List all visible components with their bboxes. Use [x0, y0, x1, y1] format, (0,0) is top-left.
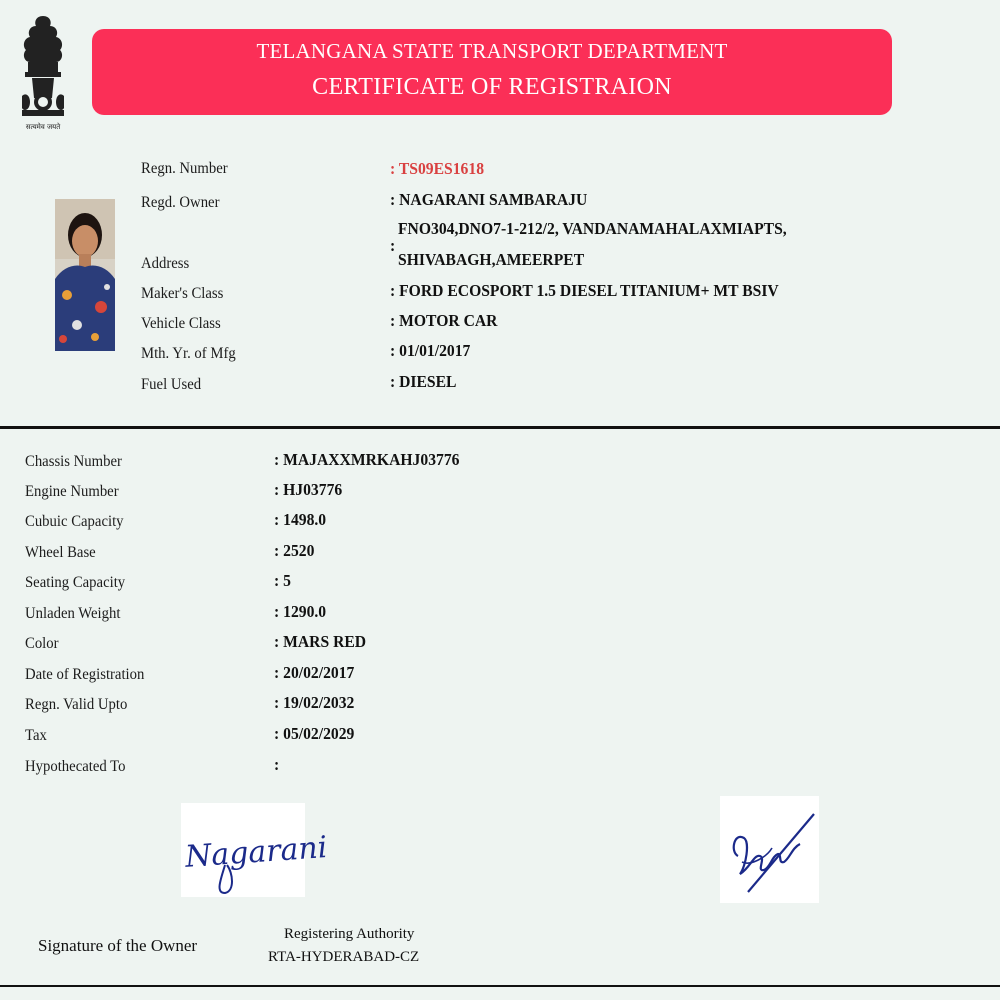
detail-value: : 2520	[274, 541, 315, 560]
owner-signature-caption: Signature of the Owner	[38, 936, 198, 955]
owner-label: Regd. Owner	[141, 194, 220, 211]
mfg-value: : 01/01/2017	[390, 341, 471, 360]
certificate-title: CERTIFICATE OF REGISTRAION	[312, 74, 672, 100]
vehicle-class-value: : MOTOR CAR	[390, 311, 498, 330]
fuel-label: Fuel Used	[141, 376, 202, 393]
bottom-divider	[0, 985, 1000, 987]
owner-signature-image	[181, 803, 329, 897]
mfg-label: Mth. Yr. of Mfg	[141, 345, 236, 362]
rta-office: RTA-HYDERABAD-CZ	[268, 949, 420, 965]
vehicle-class-label: Vehicle Class	[141, 315, 221, 332]
detail-value: : 1290.0	[274, 602, 327, 621]
detail-value: : 20/02/2017	[274, 663, 355, 682]
authority-signature-image	[720, 796, 819, 903]
detail-label: Cubuic Capacity	[25, 513, 124, 530]
detail-value: :	[274, 755, 280, 774]
regn-number-value: : TS09ES1618	[390, 159, 485, 178]
authority-signature	[720, 796, 819, 903]
makers-class-label: Maker's Class	[141, 285, 224, 302]
header-banner	[92, 29, 892, 115]
detail-label: Unladen Weight	[25, 605, 121, 622]
detail-label: Tax	[25, 727, 47, 744]
detail-label: Seating Capacity	[25, 574, 126, 591]
detail-label: Engine Number	[25, 483, 119, 500]
detail-label: Regn. Valid Upto	[25, 696, 128, 713]
detail-value: : 05/02/2029	[274, 724, 355, 743]
detail-label: Date of Registration	[25, 666, 145, 683]
detail-label: Color	[25, 635, 59, 652]
address-line-2: SHIVABAGH,AMEERPET	[398, 250, 585, 269]
detail-value: : MARS RED	[274, 632, 367, 651]
detail-value: : 19/02/2032	[274, 693, 355, 712]
national-emblem-icon	[14, 12, 72, 134]
svg-text:Nagarani: Nagarani	[183, 830, 329, 875]
detail-label: Hypothecated To	[25, 758, 126, 775]
fuel-value: : DIESEL	[390, 372, 457, 391]
department-name: TELANGANA STATE TRANSPORT DEPARTMENT	[256, 39, 728, 63]
owner-photo	[55, 199, 115, 351]
regn-number-label: Regn. Number	[141, 160, 228, 177]
detail-value: : MAJAXXMRKAHJ03776	[274, 450, 460, 469]
registering-authority-caption: Registering Authority	[284, 926, 415, 942]
detail-value: : 5	[274, 571, 291, 590]
makers-class-value: : FORD ECOSPORT 1.5 DIESEL TITANIUM+ MT BSIV	[390, 281, 779, 300]
owner-value: : NAGARANI SAMBARAJU	[390, 190, 588, 209]
section-divider	[0, 426, 1000, 429]
address-colon: :	[390, 236, 396, 255]
emblem-motto: सत्यमेव जयते	[25, 123, 61, 131]
detail-label: Wheel Base	[25, 544, 96, 561]
address-line-1: FNO304,DNO7-1-212/2, VANDANAMAHALAXMIAPTS,	[398, 219, 787, 238]
detail-value: : HJ03776	[274, 480, 343, 499]
owner-signature	[181, 803, 329, 897]
address-label: Address	[141, 255, 190, 272]
detail-label: Chassis Number	[25, 453, 122, 470]
detail-value: : 1498.0	[274, 510, 327, 529]
